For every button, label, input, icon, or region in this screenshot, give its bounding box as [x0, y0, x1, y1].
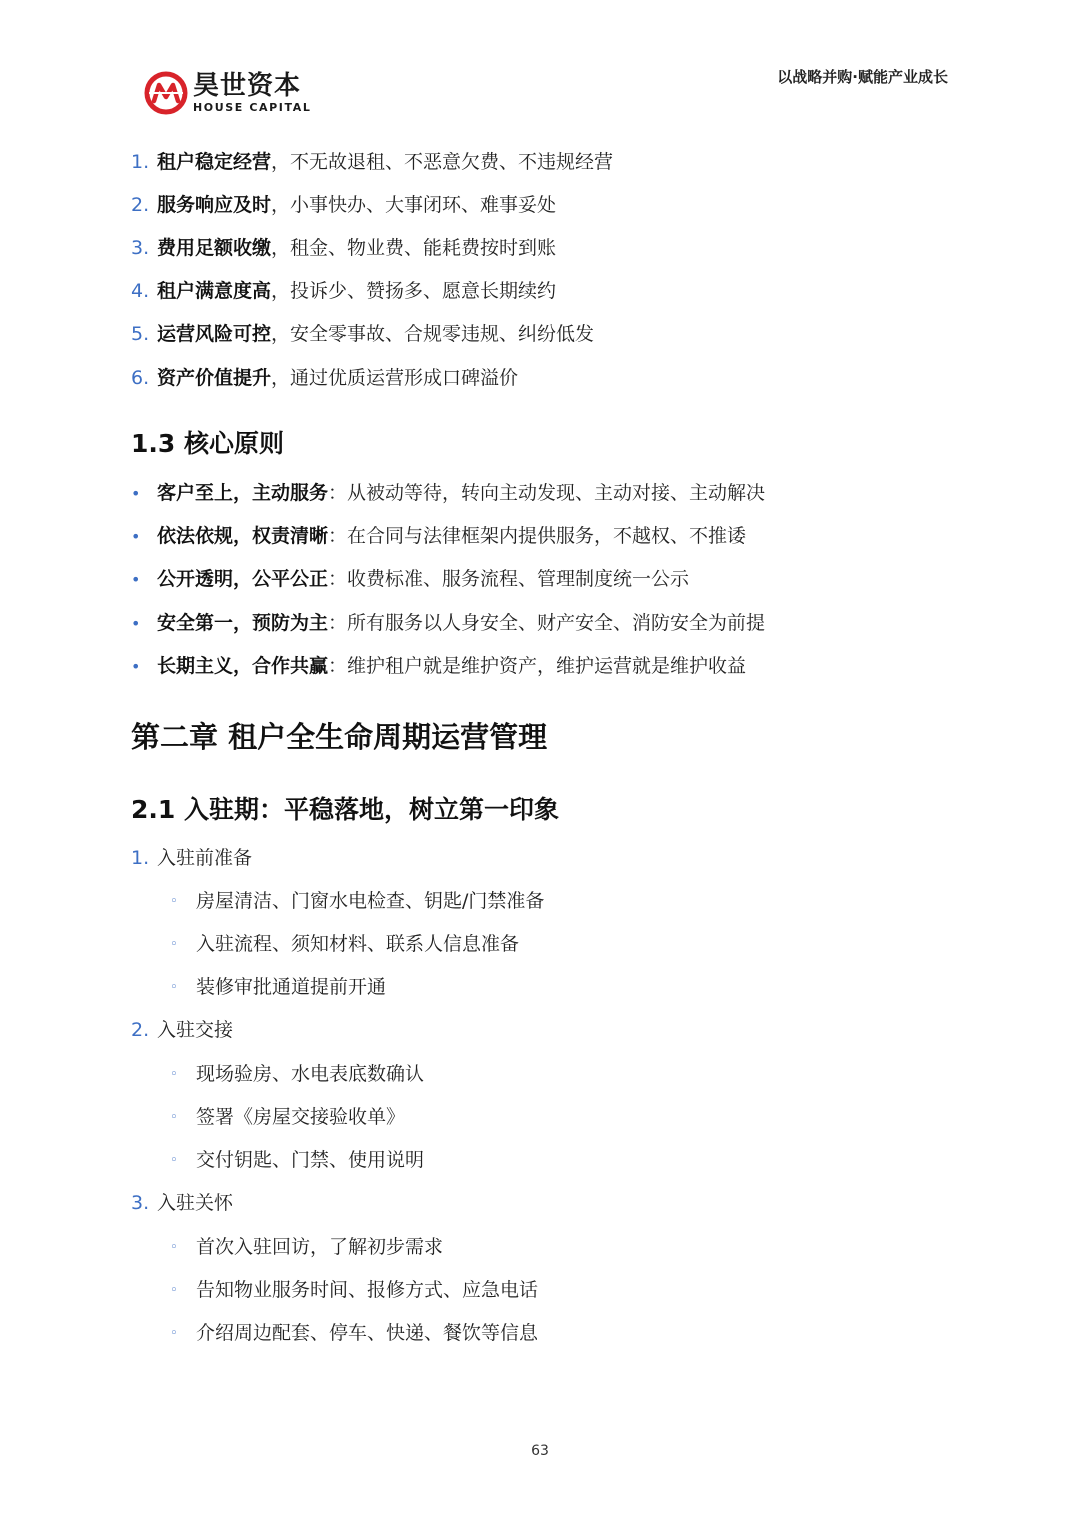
goal-item: 2. 服务响应及时，小事快办、大事闭环、难事妥处 — [131, 194, 557, 216]
sub-list-item: ◦ 装修审批通道提前开通 — [170, 976, 387, 998]
logo-mark-icon — [143, 70, 189, 116]
page-number: 63 — [531, 1443, 549, 1459]
chapter-2-title: 第二章 租户全生命周期运营管理 — [131, 720, 548, 754]
company-logo — [143, 70, 311, 116]
logo-chinese-name: 昊世资本 — [193, 71, 302, 101]
header-slogan: 以战略并购·赋能产业成长 — [777, 68, 948, 86]
list-item: 3. 入驻关怀 — [131, 1192, 234, 1214]
logo-english-name: HOUSE CAPITAL — [193, 101, 312, 114]
principle-item: • 公开透明，公平公正：收费标准、服务流程、管理制度统一公示 — [131, 568, 690, 590]
section-1-3-title: 1.3 核心原则 — [131, 429, 284, 458]
sub-list-item: ◦ 现场验房、水电表底数确认 — [170, 1063, 425, 1085]
list-item: 2. 入驻交接 — [131, 1019, 234, 1041]
goal-item: 1. 租户稳定经营，不无故退租、不恶意欠费、不违规经营 — [131, 151, 614, 173]
goal-item: 5. 运营风险可控，安全零事故、合规零违规、纠纷低发 — [131, 323, 595, 345]
goal-item: 6. 资产价值提升，通过优质运营形成口碑溢价 — [131, 367, 519, 389]
section-2-1-title: 2.1 入驻期：平稳落地，树立第一印象 — [131, 795, 559, 824]
page-header — [0, 0, 1080, 130]
goal-item: 4. 租户满意度高，投诉少、赞扬多、愿意长期续约 — [131, 280, 557, 302]
sub-list-item: ◦ 介绍周边配套、停车、快递、餐饮等信息 — [170, 1322, 539, 1344]
sub-list-item: ◦ 入驻流程、须知材料、联系人信息准备 — [170, 933, 520, 955]
sub-list-item: ◦ 首次入驻回访，了解初步需求 — [170, 1236, 444, 1258]
principle-item: • 客户至上，主动服务：从被动等待，转向主动发现、主动对接、主动解决 — [131, 482, 766, 504]
sub-list-item: ◦ 交付钥匙、门禁、使用说明 — [170, 1149, 425, 1171]
sub-list-item: ◦ 告知物业服务时间、报修方式、应急电话 — [170, 1279, 539, 1301]
sub-list-item: ◦ 签署《房屋交接验收单》 — [170, 1106, 406, 1128]
sub-list-item: ◦ 房屋清洁、门窗水电检查、钥匙/门禁准备 — [170, 890, 545, 912]
principle-item: • 长期主义，合作共赢：维护租户就是维护资产，维护运营就是维护收益 — [131, 655, 747, 677]
list-item: 1. 入驻前准备 — [131, 847, 253, 869]
principle-item: • 安全第一，预防为主：所有服务以人身安全、财产安全、消防安全为前提 — [131, 612, 766, 634]
goal-item: 3. 费用足额收缴，租金、物业费、能耗费按时到账 — [131, 237, 557, 259]
principle-item: • 依法依规，权责清晰：在合同与法律框架内提供服务，不越权、不推诿 — [131, 525, 747, 547]
